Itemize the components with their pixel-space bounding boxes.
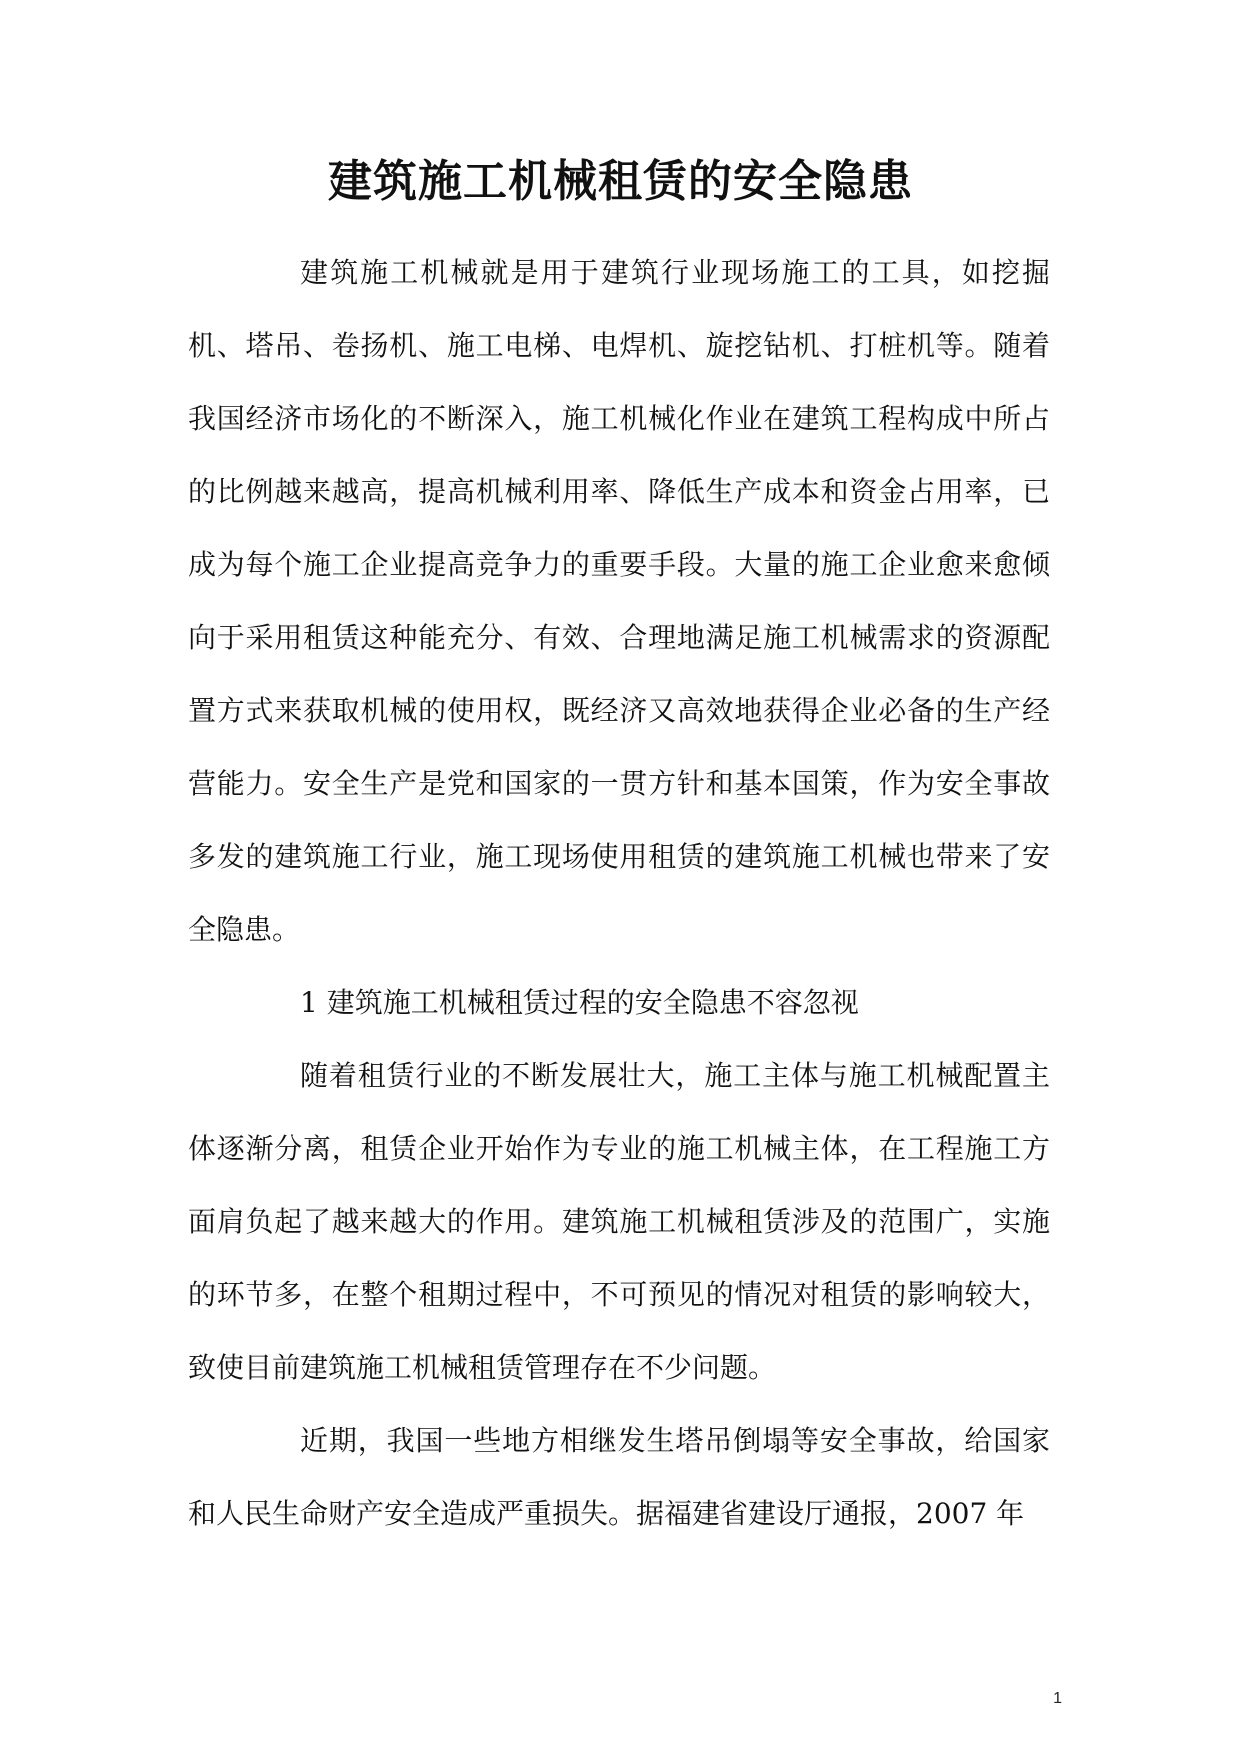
paragraph-recent: 近期，我国一些地方相继发生塔吊倒塌等安全事故，给国家和人民生命财产安全造成严重损失。据福建省建设厅通报，2007 年	[188, 1424, 1050, 1530]
paragraph-section1: 随着租赁行业的不断发展壮大，施工主体与施工机械配置主体逐渐分离，租赁企业开始作为专业的施工机械主体，在工程施工方面肩负起了越来越大的作用。建筑施工机械租赁涉及的范围广，实施的环节多，在整个租期过程中，不可预见的情况对租赁的影响较大，致使目前建筑施工机械租赁管理存在不少问题。	[188, 1059, 1050, 1384]
page-number: 1	[1053, 1690, 1062, 1707]
document-title: 建筑施工机械租赁的安全隐患	[328, 156, 913, 207]
document-body	[188, 236, 1050, 1550]
paragraph-intro: 建筑施工机械就是用于建筑行业现场施工的工具，如挖掘机、塔吊、卷扬机、施工电梯、电焊机、旋挖钻机、打桩机等。随着我国经济市场化的不断深入，施工机械化作业在建筑工程构成中所占的比例越来越高，提高机械利用率、降低生产成本和资金占用率，已成为每个施工企业提高竞争力的重要手段。大量的施工企业愈来愈倾向于采用租赁这种能充分、有效、合理地满足施工机械需求的资源配置方式来获取机械的使用权，既经济又高效地获得企业必备的生产经营能力。安全生产是党和国家的一贯方针和基本国策，作为安全事故多发的建筑施工行业，施工现场使用租赁的建筑施工机械也带来了安全隐患。	[188, 256, 1050, 946]
section-heading-1: 1 建筑施工机械租赁过程的安全隐患不容忽视	[300, 986, 859, 1019]
